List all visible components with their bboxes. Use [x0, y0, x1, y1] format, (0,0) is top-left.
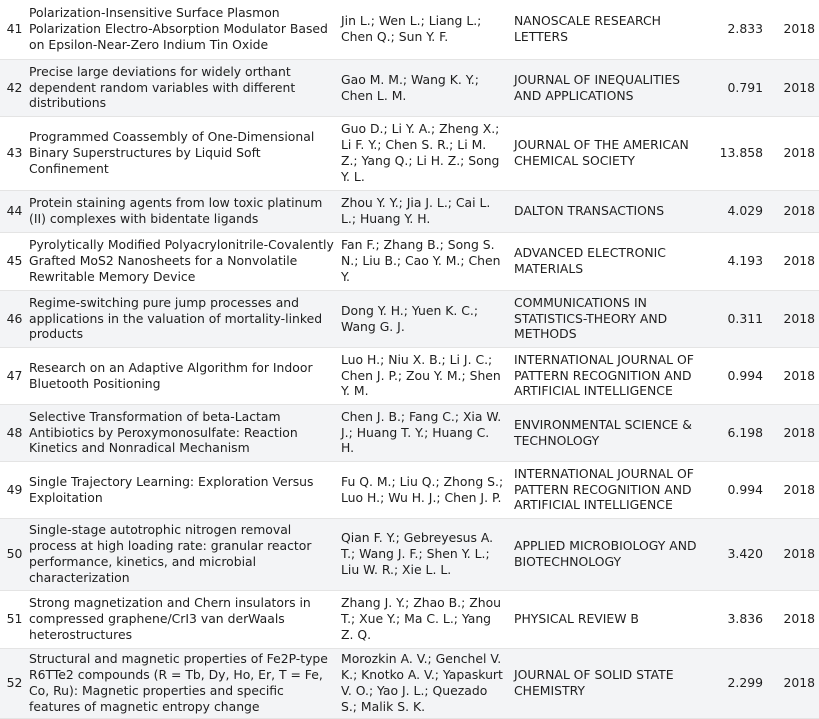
authors: Fan F.; Zhang B.; Song S. N.; Liu B.; Cao Y. M.; Chen Y.	[341, 237, 501, 284]
publication-year: 2018	[783, 203, 815, 219]
impact-factor: 2.299	[727, 675, 763, 691]
authors: Fu Q. M.; Liu Q.; Zhong S.; Luo H.; Wu H. J.; Chen J. P.	[341, 473, 504, 505]
table-row	[0, 290, 819, 347]
journal-name: ENVIRONMENTAL SCIENCE & TECHNOLOGY	[514, 416, 692, 448]
table-row	[0, 59, 819, 116]
journal-name: INTERNATIONAL JOURNAL OF PATTERN RECOGNITION AND ARTIFICIAL INTELLIGENCE	[514, 351, 694, 399]
table-row	[0, 116, 819, 190]
table-row	[0, 347, 819, 404]
table-row	[0, 404, 819, 461]
paper-title: Strong magnetization and Chern insulators in compressed graphene/CrI3 van derWaals heterostructures	[29, 595, 311, 642]
journal-name: JOURNAL OF INEQUALITIES AND APPLICATIONS	[514, 71, 681, 103]
table-row	[0, 190, 819, 232]
paper-title: Precise large deviations for widely orthant dependent random variables with different distributions	[29, 63, 296, 111]
publication-year: 2018	[783, 546, 815, 562]
impact-factor: 0.994	[727, 367, 763, 383]
authors: Zhang J. Y.; Zhao B.; Zhou T.; Xue Y.; Ma C. L.; Yang Z. Q.	[341, 595, 502, 642]
authors: Luo H.; Niu X. B.; Li J. C.; Chen J. P.; Zou Y. M.; Shen Y. M.	[341, 351, 501, 399]
publication-year: 2018	[783, 310, 815, 326]
row-number: 49	[6, 481, 23, 497]
journal-name: NANOSCALE RESEARCH LETTERS	[514, 13, 661, 45]
publication-year: 2018	[783, 21, 815, 37]
table-row	[0, 0, 819, 59]
impact-factor: 0.311	[727, 310, 763, 326]
journal-name: PHYSICAL REVIEW B	[514, 611, 639, 627]
impact-factor: 6.198	[727, 424, 763, 440]
publication-year: 2018	[783, 675, 815, 691]
row-number: 51	[6, 611, 23, 627]
impact-factor: 0.791	[727, 79, 763, 95]
table-row	[0, 461, 819, 518]
impact-factor: 0.994	[727, 481, 763, 497]
row-number: 45	[6, 253, 23, 269]
row-number: 43	[6, 145, 23, 161]
impact-factor: 13.858	[719, 145, 763, 161]
publication-year: 2018	[783, 367, 815, 383]
paper-title: Single-stage autotrophic nitrogen removal process at high loading rate: granular reactor performance, kinetics, and microbial characterization	[29, 522, 312, 585]
paper-title: Structural and magnetic properties of Fe2P-type R6TTe2 compounds (R = Tb, Dy, Ho, Er, T = Fe, Co, Ru): Magnetic properties and specific features of magnetic entropy change	[29, 651, 328, 714]
impact-factor: 3.836	[727, 611, 763, 627]
publication-year: 2018	[783, 611, 815, 627]
impact-factor: 4.029	[727, 203, 763, 219]
publication-year: 2018	[783, 145, 815, 161]
row-number: 47	[6, 367, 23, 383]
journal-name: JOURNAL OF THE AMERICAN CHEMICAL SOCIETY	[514, 137, 689, 168]
row-number: 52	[6, 675, 23, 691]
journal-name: DALTON TRANSACTIONS	[514, 203, 665, 219]
publication-year: 2018	[783, 481, 815, 497]
row-number: 42	[6, 79, 23, 95]
impact-factor: 3.420	[727, 546, 763, 562]
journal-name: COMMUNICATIONS IN STATISTICS-THEORY AND METHODS	[514, 294, 668, 342]
paper-title: Polarization-Insensitive Surface Plasmon Polarization Electro-Absorption Modulator Based on Epsilon-Near-Zero Indium Tin Oxide	[29, 5, 328, 53]
paper-title: Protein staining agents from low toxic platinum (II) complexes with bidentate ligands	[29, 195, 323, 226]
paper-title: Programmed Coassembly of One-Dimensional Binary Superstructures by Liquid Soft Confinement	[29, 129, 315, 176]
row-number: 44	[6, 203, 23, 219]
publication-year: 2018	[783, 79, 815, 95]
row-number: 41	[6, 21, 23, 37]
authors: Gao M. M.; Wang K. Y.; Chen L. M.	[341, 71, 479, 103]
journal-name: ADVANCED ELECTRONIC MATERIALS	[514, 245, 666, 276]
paper-title: Single Trajectory Learning: Exploration Versus Exploitation	[29, 473, 314, 505]
authors: Chen J. B.; Fang C.; Xia W. J.; Huang T. Y.; Huang C. H.	[341, 408, 502, 456]
publication-year: 2018	[783, 253, 815, 269]
journal-name: JOURNAL OF SOLID STATE CHEMISTRY	[514, 667, 674, 698]
row-number: 48	[6, 424, 23, 440]
row-number: 50	[6, 546, 23, 562]
publication-year: 2018	[783, 424, 815, 440]
authors: Morozkin A. V.; Genchel V. K.; Knotko A. V.; Yapaskurt V. O.; Yao J. L.; Quezado S.; Malik S. K.	[341, 651, 503, 714]
journal-name: INTERNATIONAL JOURNAL OF PATTERN RECOGNITION AND ARTIFICIAL INTELLIGENCE	[514, 465, 694, 513]
paper-title: Selective Transformation of beta-Lactam Antibiotics by Peroxymonosulfate: Reaction Kinetics and Nonradical Mechanism	[29, 408, 298, 456]
journal-name: APPLIED MICROBIOLOGY AND BIOTECHNOLOGY	[514, 538, 697, 569]
table-row	[0, 648, 819, 718]
authors: Guo D.; Li Y. A.; Zheng X.; Li F. Y.; Chen S. R.; Li M. Z.; Yang Q.; Li H. Z.; Song Y. L.	[341, 121, 500, 184]
paper-title: Pyrolytically Modified Polyacrylonitrile-Covalently Grafted MoS2 Nanosheets for a Nonvolatile Rewritable Memory Device	[29, 237, 334, 284]
row-number: 46	[6, 310, 23, 326]
authors: Dong Y. H.; Yuen K. C.; Wang G. J.	[341, 302, 479, 334]
authors: Qian F. Y.; Gebreyesus A. T.; Wang J. F.; Shen Y. L.; Liu W. R.; Xie L. L.	[341, 530, 494, 577]
table-row	[0, 518, 819, 590]
paper-title: Regime-switching pure jump processes and applications in the valuation of mortality-linked products	[29, 294, 323, 342]
table-row	[0, 232, 819, 290]
authors: Zhou Y. Y.; Jia J. L.; Cai L. L.; Huang Y. H.	[341, 195, 491, 226]
authors: Jin L.; Wen L.; Liang L.; Chen Q.; Sun Y. F.	[341, 13, 482, 45]
impact-factor: 4.193	[727, 253, 763, 269]
impact-factor: 2.833	[727, 21, 763, 37]
paper-title: Research on an Adaptive Algorithm for Indoor Bluetooth Positioning	[29, 359, 313, 391]
table-row	[0, 590, 819, 648]
